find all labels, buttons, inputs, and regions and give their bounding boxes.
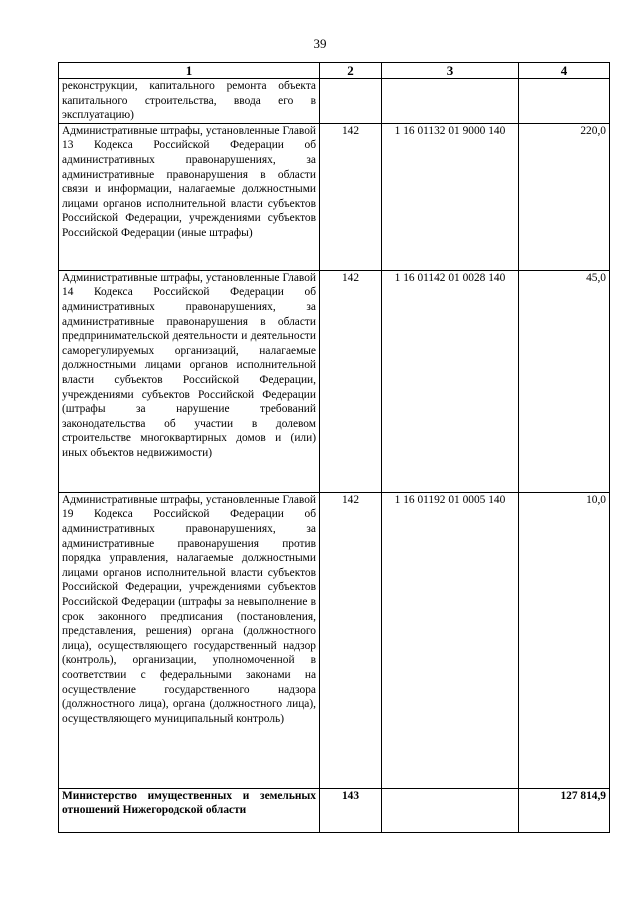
table-row [59, 492, 610, 788]
column-header-1: 1 [59, 63, 320, 79]
row-amount: 127 814,9 [519, 788, 610, 832]
row-description: Министерство имущественных и земельных отношений Нижегородской области [59, 788, 320, 832]
row-admin-code: 142 [320, 270, 382, 492]
row-amount: 220,0 [519, 123, 610, 270]
row-admin-code: 142 [320, 492, 382, 788]
row-description: Административные штрафы, установленные Главой 14 Кодекса Российской Федерации об административных правонарушениях, за административные правонарушения в области предпринимательской деятельности и деятельности саморегулируемых организаций, налагаемые должностными лицами органов исполнительной власти субъектов Российской Федерации, учреждениями субъектов Российской Федерации (штрафы за нарушение требований законодательства об участии в долевом строительстве многоквартирных домов и (или) иных объектов недвижимости) [59, 270, 320, 492]
row-amount: 10,0 [519, 492, 610, 788]
column-header-3: 3 [382, 63, 519, 79]
row-amount [519, 79, 610, 124]
row-kbk-code [382, 79, 519, 124]
table-row [59, 123, 610, 270]
budget-revenue-table [58, 62, 610, 833]
column-header-2: 2 [320, 63, 382, 79]
row-kbk-code [382, 788, 519, 832]
row-kbk-code: 1 16 01132 01 9000 140 [382, 123, 519, 270]
row-description: Административные штрафы, установленные Главой 13 Кодекса Российской Федерации об административных правонарушениях, за административные правонарушения в области связи и информации, налагаемые должностными лицами органов исполнительной власти субъектов Российской Федерации, учреждениями субъектов Российской Федерации (иные штрафы) [59, 123, 320, 270]
table-row [59, 270, 610, 492]
row-description: Административные штрафы, установленные Главой 19 Кодекса Российской Федерации об административных правонарушениях, за административные правонарушения против порядка управления, налагаемые должностными лицами органов исполнительной власти субъектов Российской Федерации, учреждениями субъектов Российской Федерации (штрафы за невыполнение в срок законного предписания (постановления, представления, решения) органа (должностного лица), осуществляющего государственный надзор (контроль), организации, уполномоченной в соответствии с федеральными законами на осуществление государственного надзора (должностного лица), органа (должностного лица), осуществляющего муниципальный контроль) [59, 492, 320, 788]
row-kbk-code: 1 16 01142 01 0028 140 [382, 270, 519, 492]
column-header-4: 4 [519, 63, 610, 79]
row-description: реконструкции, капитального ремонта объекта капитального строительства, ввода его в эксплуатацию) [59, 79, 320, 124]
row-amount: 45,0 [519, 270, 610, 492]
table-row-total [59, 788, 610, 832]
table-row [59, 79, 610, 124]
page-number: 39 [313, 36, 327, 51]
row-kbk-code: 1 16 01192 01 0005 140 [382, 492, 519, 788]
row-admin-code [320, 79, 382, 124]
row-admin-code: 142 [320, 123, 382, 270]
table-header-row [59, 63, 610, 79]
row-admin-code: 143 [320, 788, 382, 832]
